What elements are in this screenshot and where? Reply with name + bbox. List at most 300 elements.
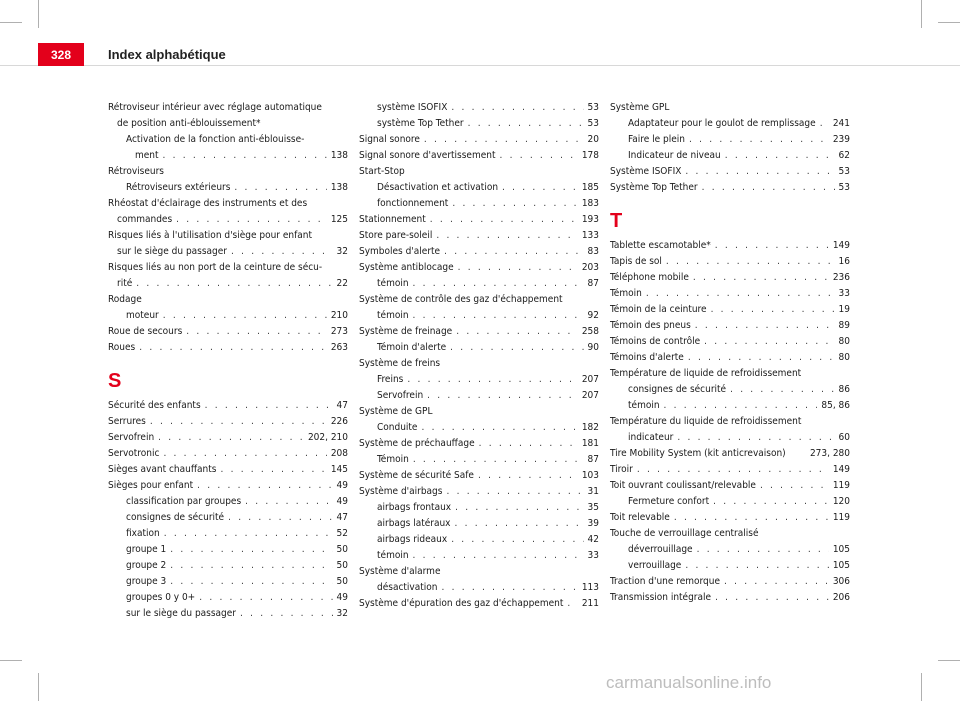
index-subentry xyxy=(108,590,348,606)
dot-leader xyxy=(725,148,835,164)
dot-leader xyxy=(228,510,332,526)
entry-term: Servofrein xyxy=(377,390,424,401)
index-subentry xyxy=(359,452,599,468)
index-subentry xyxy=(610,116,850,132)
dot-leader xyxy=(479,436,578,452)
page-ref: 53 xyxy=(587,118,599,129)
entry-term: groupes 0 y 0+ xyxy=(126,592,196,603)
page-ref: 53 xyxy=(587,102,599,113)
index-entry xyxy=(610,334,850,350)
dot-leader xyxy=(468,116,584,132)
entry-line xyxy=(610,286,850,302)
entry-line xyxy=(108,398,348,414)
index-entry xyxy=(610,462,850,478)
entry-term: airbags rideaux xyxy=(377,534,448,545)
entry-term: témoin xyxy=(377,550,409,561)
entry-line xyxy=(610,254,850,270)
entry-line xyxy=(610,334,850,350)
dot-leader xyxy=(689,132,829,148)
page-ref: 83 xyxy=(587,246,599,257)
page-ref: 239 xyxy=(832,134,850,145)
entry-line xyxy=(359,324,599,340)
index-entry xyxy=(108,100,348,132)
dot-leader xyxy=(170,574,332,590)
dot-leader xyxy=(820,116,829,132)
dot-leader xyxy=(688,350,835,366)
entry-term: Activation de la fonction anti-éblouisse- xyxy=(126,134,305,145)
dot-leader xyxy=(163,446,326,462)
entry-term-continued: commandes xyxy=(117,214,173,225)
entry-line xyxy=(628,398,850,414)
entry-term-continued: rité xyxy=(117,278,133,289)
page-ref: 105 xyxy=(832,544,850,555)
index-entry xyxy=(359,148,599,164)
index-subentry xyxy=(108,558,348,574)
index-entry xyxy=(359,244,599,260)
entry-term: Adaptateur pour le goulot de remplissage xyxy=(628,118,816,129)
dot-leader xyxy=(413,548,584,564)
index-entry xyxy=(108,340,348,356)
entry-line xyxy=(359,132,599,148)
entry-line xyxy=(610,270,850,286)
index-subentry xyxy=(359,500,599,516)
entry-term: consignes de sécurité xyxy=(126,512,225,523)
page-ref: 133 xyxy=(581,230,599,241)
dot-leader xyxy=(458,260,578,276)
entry-term: témoin xyxy=(377,310,409,321)
dot-leader xyxy=(760,478,829,494)
entry-term: témoin xyxy=(377,278,409,289)
entry-term: Faire le plein xyxy=(628,134,685,145)
dot-leader xyxy=(231,244,333,260)
section-letter: T xyxy=(610,210,623,232)
page-ref: 125 xyxy=(330,214,348,225)
page-ref: 80 xyxy=(838,352,850,363)
index-entry xyxy=(359,596,599,612)
index-entry xyxy=(108,398,348,414)
index-entry xyxy=(359,468,599,484)
entry-term: Sièges pour enfant xyxy=(108,480,194,491)
page-ref: 105 xyxy=(832,560,850,571)
crop-mark xyxy=(938,660,960,661)
entry-term: système ISOFIX xyxy=(377,102,448,113)
index-entry xyxy=(359,260,599,276)
entry-line xyxy=(126,510,348,526)
entry-line xyxy=(108,340,348,356)
entry-term: Témoin de la ceinture xyxy=(610,304,707,315)
entry-term: fonctionnement xyxy=(377,198,449,209)
entry-line xyxy=(377,580,599,596)
index-subentry xyxy=(108,510,348,526)
page-ref: 119 xyxy=(832,480,850,491)
page-ref: 273, 280 xyxy=(809,448,850,459)
dot-leader xyxy=(695,318,835,334)
entry-term: Signal sonore xyxy=(359,134,420,145)
entry-term: groupe 1 xyxy=(126,544,167,555)
dot-leader xyxy=(715,238,829,254)
entry-term: Sécurité des enfants xyxy=(108,400,201,411)
dot-leader xyxy=(704,334,834,350)
dot-leader xyxy=(693,270,829,286)
page-ref: 62 xyxy=(838,150,850,161)
entry-term: Tire Mobility System (kit anticrevaison) xyxy=(610,448,786,459)
entry-line xyxy=(628,382,850,398)
entry-term: Système de contrôle des gaz d'échappement xyxy=(359,294,563,305)
dot-leader xyxy=(430,212,578,228)
dot-leader xyxy=(664,398,818,414)
entry-term: Désactivation et activation xyxy=(377,182,499,193)
dot-leader xyxy=(176,212,327,228)
dot-leader xyxy=(163,148,327,164)
page-ref: 183 xyxy=(581,198,599,209)
index-entry xyxy=(359,324,599,340)
page-ref: 211 xyxy=(581,598,599,609)
index-entry xyxy=(610,302,850,318)
entry-term: Rétroviseurs xyxy=(108,166,164,177)
entry-line xyxy=(359,260,599,276)
crop-mark xyxy=(0,660,22,661)
index-entry xyxy=(610,526,850,542)
dot-leader xyxy=(139,340,327,356)
entry-line xyxy=(628,132,850,148)
page-ref: 50 xyxy=(336,544,348,555)
index-subentry xyxy=(359,580,599,596)
entry-term: Système GPL xyxy=(610,102,670,113)
index-entry xyxy=(108,478,348,494)
entry-line xyxy=(108,276,348,292)
page-ref: 202, 210 xyxy=(307,432,348,443)
entry-term: Système Top Tether xyxy=(610,182,698,193)
entry-term: déverrouillage xyxy=(628,544,693,555)
entry-term: Servofrein xyxy=(108,432,155,443)
index-subentry xyxy=(108,180,348,196)
entry-term: Risques liés au non port de la ceinture de sécu- xyxy=(108,262,323,273)
dot-leader xyxy=(163,308,327,324)
dot-leader xyxy=(715,590,829,606)
dot-leader xyxy=(407,372,577,388)
dot-leader xyxy=(685,558,829,574)
entry-line xyxy=(359,468,599,484)
entry-line xyxy=(377,516,599,532)
index-subentry xyxy=(359,516,599,532)
index-entry xyxy=(108,446,348,462)
page-ref: 49 xyxy=(336,480,348,491)
index-entry xyxy=(610,180,850,196)
dot-leader xyxy=(136,276,332,292)
entry-term: Système de sécurité Safe xyxy=(359,470,474,481)
entry-term: verrouillage xyxy=(628,560,682,571)
page-ref: 31 xyxy=(587,486,599,497)
entry-line xyxy=(610,238,850,254)
dot-leader xyxy=(199,590,332,606)
index-subentry xyxy=(610,542,850,558)
dot-leader xyxy=(456,324,578,340)
index-subentry xyxy=(108,308,348,324)
index-subentry xyxy=(359,532,599,548)
entry-line xyxy=(628,430,850,446)
entry-line xyxy=(359,228,599,244)
page-ref: 207 xyxy=(581,374,599,385)
page-ref: 193 xyxy=(581,214,599,225)
page-ref: 50 xyxy=(336,576,348,587)
dot-leader xyxy=(220,462,326,478)
entry-term-continued: ment xyxy=(135,150,159,161)
index-subentry xyxy=(359,340,599,356)
index-entry xyxy=(359,292,599,308)
entry-line xyxy=(377,388,599,404)
index-subentry xyxy=(359,388,599,404)
dot-leader xyxy=(478,468,578,484)
index-entry xyxy=(610,238,850,254)
entry-term: Toit ouvrant coulissant/relevable xyxy=(610,480,756,491)
page-ref: 258 xyxy=(581,326,599,337)
entry-term: Rétroviseurs extérieurs xyxy=(126,182,231,193)
entry-line xyxy=(628,148,850,164)
entry-term: Roues xyxy=(108,342,136,353)
page-ref: 149 xyxy=(832,240,850,251)
entry-term: Servotronic xyxy=(108,448,160,459)
entry-line xyxy=(359,244,599,260)
entry-line xyxy=(610,302,850,318)
entry-line xyxy=(377,548,599,564)
dot-leader xyxy=(499,148,577,164)
index-entry xyxy=(359,436,599,452)
dot-leader xyxy=(413,308,584,324)
entry-term: Store pare-soleil xyxy=(359,230,433,241)
dot-leader xyxy=(427,388,578,404)
index-subentry xyxy=(108,542,348,558)
dot-leader xyxy=(170,558,332,574)
entry-line xyxy=(377,180,599,196)
dot-leader xyxy=(567,596,577,612)
entry-line xyxy=(108,414,348,430)
entry-line xyxy=(108,212,348,228)
entry-line xyxy=(126,542,348,558)
entry-term-continued: de position anti-éblouissement* xyxy=(117,118,261,129)
entry-line xyxy=(359,212,599,228)
index-subentry xyxy=(108,494,348,510)
entry-line xyxy=(610,350,850,366)
index-entry xyxy=(359,228,599,244)
index-entry xyxy=(610,286,850,302)
dot-leader xyxy=(713,494,829,510)
entry-term: Rhéostat d'éclairage des instruments et des xyxy=(108,198,308,209)
index-column-2 xyxy=(359,100,599,612)
index-entry xyxy=(108,292,348,308)
dot-leader xyxy=(677,430,834,446)
entry-term: Système d'alarme xyxy=(359,566,441,577)
entry-line xyxy=(359,484,599,500)
dot-leader xyxy=(450,340,583,356)
entry-line xyxy=(628,494,850,510)
index-entry xyxy=(359,404,599,420)
entry-line xyxy=(359,596,599,612)
entry-term: Système d'airbags xyxy=(359,486,443,497)
entry-term: Témoin xyxy=(610,288,642,299)
dot-leader xyxy=(711,302,835,318)
entry-term: Système d'épuration des gaz d'échappement xyxy=(359,598,564,609)
entry-line xyxy=(108,462,348,478)
page-ref: 181 xyxy=(581,438,599,449)
page-ref: 50 xyxy=(336,560,348,571)
entry-term: Rodage xyxy=(108,294,142,305)
dot-leader xyxy=(444,244,583,260)
dot-leader xyxy=(158,430,304,446)
entry-term: classification par groupes xyxy=(126,496,242,507)
header-rule xyxy=(0,65,960,66)
entry-term: Fermeture confort xyxy=(628,496,710,507)
entry-term: Témoin xyxy=(377,454,409,465)
dot-leader xyxy=(413,276,584,292)
entry-line xyxy=(610,590,850,606)
dot-leader xyxy=(452,196,578,212)
entry-term: Conduite xyxy=(377,422,418,433)
entry-line xyxy=(377,372,599,388)
page-ref: 92 xyxy=(587,310,599,321)
entry-line xyxy=(359,148,599,164)
dot-leader xyxy=(697,542,829,558)
entry-term: désactivation xyxy=(377,582,438,593)
dot-leader xyxy=(451,532,583,548)
page-ref: 49 xyxy=(336,592,348,603)
index-entry xyxy=(610,164,850,180)
index-entry xyxy=(610,318,850,334)
entry-line xyxy=(610,180,850,196)
index-entry xyxy=(610,254,850,270)
entry-term: Tablette escamotable* xyxy=(610,240,711,251)
index-entry xyxy=(610,478,850,494)
entry-term: Témoin d'alerte xyxy=(377,342,447,353)
entry-line xyxy=(108,446,348,462)
page-ref: 32 xyxy=(336,246,348,257)
dot-leader xyxy=(666,254,835,270)
index-subentry xyxy=(359,276,599,292)
page-ref: 33 xyxy=(838,288,850,299)
index-entry xyxy=(359,356,599,372)
entry-term: moteur xyxy=(126,310,159,321)
entry-term: Indicateur de niveau xyxy=(628,150,721,161)
page-ref: 86 xyxy=(838,384,850,395)
dot-leader xyxy=(240,606,333,622)
dot-leader xyxy=(724,574,829,590)
page-ref: 47 xyxy=(336,512,348,523)
page-ref: 273 xyxy=(330,326,348,337)
dot-leader xyxy=(702,180,835,196)
entry-line xyxy=(126,606,348,622)
page-ref: 138 xyxy=(330,182,348,193)
page-ref: 236 xyxy=(832,272,850,283)
entry-term: Transmission intégrale xyxy=(610,592,712,603)
entry-line xyxy=(610,446,850,462)
page-ref: 185 xyxy=(581,182,599,193)
index-entry xyxy=(610,350,850,366)
dot-leader xyxy=(674,510,829,526)
page-ref: 85, 86 xyxy=(821,400,850,411)
page-ref: 53 xyxy=(838,182,850,193)
dot-leader xyxy=(197,478,332,494)
entry-term: Tiroir xyxy=(610,464,633,475)
entry-line xyxy=(126,308,348,324)
entry-line xyxy=(610,164,850,180)
page-ref: 145 xyxy=(330,464,348,475)
entry-line xyxy=(610,574,850,590)
entry-term: système Top Tether xyxy=(377,118,464,129)
dot-leader xyxy=(637,462,829,478)
page-ref: 138 xyxy=(330,150,348,161)
crop-mark xyxy=(0,22,22,23)
entry-line xyxy=(377,276,599,292)
entry-line xyxy=(108,324,348,340)
entry-term: Témoins d'alerte xyxy=(610,352,684,363)
index-subentry xyxy=(359,196,599,212)
page-ref: 226 xyxy=(330,416,348,427)
dot-leader xyxy=(451,100,583,116)
page-ref: 149 xyxy=(832,464,850,475)
index-subentry xyxy=(359,420,599,436)
entry-term: airbags frontaux xyxy=(377,502,452,513)
index-entry xyxy=(108,164,348,180)
page-ref: 210 xyxy=(330,310,348,321)
index-subentry xyxy=(108,132,348,164)
page-ref: 22 xyxy=(336,278,348,289)
index-subentry xyxy=(610,494,850,510)
index-subentry xyxy=(359,100,599,116)
entry-line xyxy=(377,308,599,324)
page-ref: 207 xyxy=(581,390,599,401)
entry-term: Rétroviseur intérieur avec réglage automatique xyxy=(108,102,322,113)
entry-term: témoin xyxy=(628,400,660,411)
page-ref: 53 xyxy=(838,166,850,177)
dot-leader xyxy=(413,452,584,468)
entry-line xyxy=(359,436,599,452)
index-subentry xyxy=(610,132,850,148)
index-entry xyxy=(108,324,348,340)
entry-line xyxy=(610,478,850,494)
entry-term: Sièges avant chauffants xyxy=(108,464,217,475)
entry-line xyxy=(108,244,348,260)
page-ref: 16 xyxy=(838,256,850,267)
index-subentry xyxy=(359,116,599,132)
index-entry xyxy=(108,196,348,228)
page-ref: 52 xyxy=(336,528,348,539)
entry-line xyxy=(108,478,348,494)
index-entry xyxy=(359,164,599,180)
crop-mark xyxy=(921,0,922,28)
page-ref: 87 xyxy=(587,278,599,289)
index-entry xyxy=(108,414,348,430)
crop-mark xyxy=(38,0,39,28)
index-subentry xyxy=(359,308,599,324)
index-entry xyxy=(610,414,850,430)
dot-leader xyxy=(424,132,584,148)
entry-line xyxy=(377,532,599,548)
entry-line xyxy=(126,574,348,590)
entry-line xyxy=(377,452,599,468)
entry-term: Température du liquide de refroidissement xyxy=(610,416,802,427)
page-ref: 206 xyxy=(832,592,850,603)
index-entry xyxy=(108,462,348,478)
dot-leader xyxy=(446,484,583,500)
page-ref: 20 xyxy=(587,134,599,145)
page-ref: 39 xyxy=(587,518,599,529)
page-title: Index alphabétique xyxy=(108,47,226,62)
index-entry xyxy=(610,510,850,526)
page-ref: 178 xyxy=(581,150,599,161)
dot-leader xyxy=(186,324,327,340)
entry-line xyxy=(126,558,348,574)
page-ref: 35 xyxy=(587,502,599,513)
dot-leader xyxy=(421,420,577,436)
